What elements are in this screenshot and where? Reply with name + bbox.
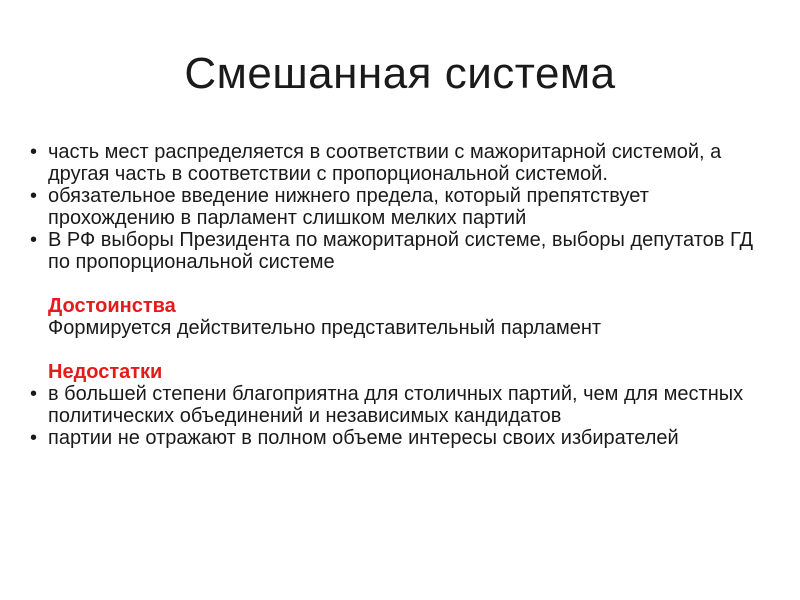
bullet-item: [30, 229, 780, 273]
spacer: [30, 273, 780, 295]
slide-content: [30, 141, 780, 449]
bullet-text: обязательное введение нижнего предела, который препятствует прохождению в парламент слишком мелких партий: [48, 185, 649, 229]
bullet-item: [30, 185, 780, 229]
advantages-heading: Достоинства: [48, 295, 176, 317]
bullet-icon: •: [30, 141, 38, 163]
slide-title: Смешанная система: [184, 49, 616, 98]
bullet-text: в большей степени благоприятна для столичных партий, чем для местных политических объединений и независимых кандидатов: [48, 383, 744, 427]
bullet-item: [30, 383, 780, 427]
bullet-text: часть мест распределяется в соответствии с мажоритарной системой, а другая часть в соответствии с пропорциональной системой.: [48, 141, 722, 185]
bullet-icon: •: [30, 229, 38, 251]
bullet-icon: •: [30, 185, 38, 207]
bullet-item: [30, 141, 780, 185]
bullet-text: партии не отражают в полном объеме интересы своих избирателей: [48, 427, 679, 449]
bullet-text: В РФ выборы Президента по мажоритарной системе, выборы депутатов ГД по пропорциональной системе: [48, 229, 754, 273]
spacer: [30, 339, 780, 361]
disadvantages-heading: Недостатки: [48, 361, 163, 383]
bullet-icon: •: [30, 427, 38, 449]
bullet-icon: •: [30, 383, 38, 405]
advantages-text: Формируется действительно представительный парламент: [48, 317, 602, 339]
bullet-item: [30, 427, 780, 449]
